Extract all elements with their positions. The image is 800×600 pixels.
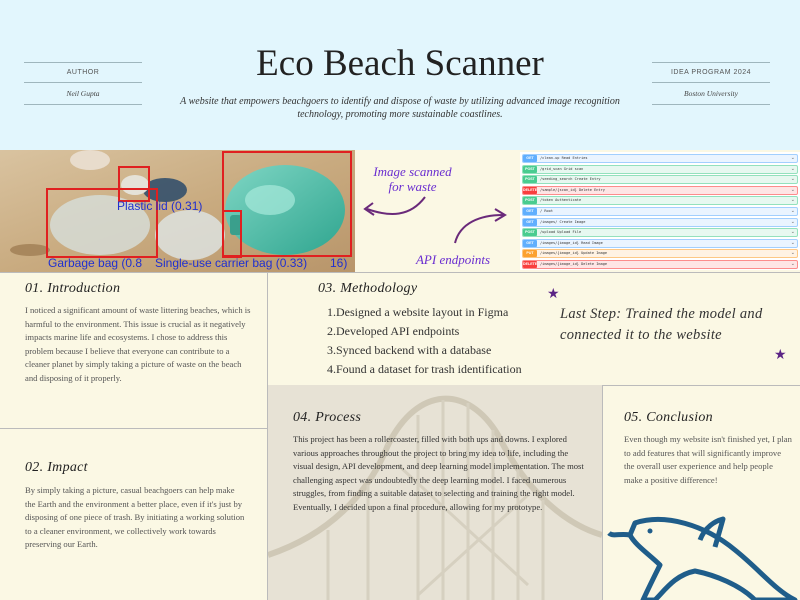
chevron-down-icon[interactable]: ⌄ — [790, 250, 795, 257]
api-endpoint-row[interactable] — [522, 196, 798, 205]
api-endpoint-row[interactable] — [522, 186, 798, 195]
api-path: /clean-up Read Entries — [540, 156, 588, 160]
poster-title: Eco Beach Scanner — [256, 43, 544, 84]
api-endpoint-row[interactable] — [522, 154, 798, 163]
process-title: 04. Process — [293, 410, 362, 425]
divider — [0, 428, 267, 429]
intro-body: I noticed a significant amount of waste littering beaches, which is harmful to the environment. This issue is crucial as it negatively impacts marine life and ecosystems. I chose to address this problem because I believe that everyone can contribute to a cleaner planet by simply taking a picture of waste on the beach and disposing of it properly. — [25, 305, 251, 383]
api-path: /upload Upload File — [540, 230, 582, 235]
chevron-down-icon[interactable]: ⌄ — [790, 186, 795, 193]
chevron-down-icon[interactable]: ⌄ — [790, 239, 795, 246]
chevron-down-icon[interactable]: ⌄ — [790, 208, 795, 214]
dolphin-icon — [605, 505, 800, 600]
api-method-badge: PUT — [523, 250, 537, 257]
list-item: 4.Found a dataset for trash identification — [327, 362, 522, 376]
detection-label-plastic-lid: Plastic lid (0.31) — [117, 199, 203, 213]
detection-box-plastic-lid — [118, 166, 150, 202]
methodology-steps — [327, 303, 522, 379]
api-endpoint-row[interactable] — [522, 218, 798, 227]
api-path: / Root — [540, 209, 553, 213]
api-path: /images/{image_id} Delete Image — [540, 262, 608, 266]
conclusion-body: Even though my website isn't finished yet, I plan to add features that will significantly improve the overall user experience and help people make a positive difference! — [624, 434, 792, 485]
star-icon: ★ — [774, 347, 787, 363]
detection-label-garbage-bag: Garbage bag (0.8 — [48, 256, 143, 270]
note-api-endpoints: API endpoints — [415, 252, 490, 267]
detection-label-overflow: 16) — [330, 256, 348, 270]
api-endpoint-row[interactable] — [522, 260, 798, 269]
api-path: /images/ Create Image — [540, 219, 586, 224]
note-image-scanned: Image scanned for waste — [373, 164, 452, 194]
program-value: Boston University — [684, 89, 738, 98]
process-body: This project has been a rollercoaster, filled with both ups and downs. I explored various approaches throughout the project to bring my idea to life, including the visual design, API development, and deep learning model implementation. The most challenging aspect was undoubtedly the deep learning model. I faced numerous struggles, from finding a suitable dataset to selecting and training the right model. Eventually, I decided upon a final procedure, allowing for my prototype. — [293, 434, 584, 512]
chevron-down-icon[interactable]: ⌄ — [790, 229, 795, 236]
intro-title: 01. Introduction — [25, 281, 121, 296]
poster-header — [0, 0, 800, 150]
list-item: 2.Developed API endpoints — [327, 324, 460, 338]
api-endpoint-row[interactable] — [522, 207, 798, 216]
chevron-down-icon[interactable]: ⌄ — [790, 197, 795, 204]
api-method-badge: GET — [523, 155, 537, 162]
detection-box-small-item — [222, 210, 242, 258]
divider — [602, 385, 603, 600]
api-method-badge: GET — [523, 208, 537, 215]
api-path: /images/{image_id} Update Image — [540, 251, 608, 256]
api-endpoint-row[interactable] — [522, 239, 798, 248]
api-endpoint-row[interactable] — [522, 249, 798, 258]
api-method-badge: DELETE — [523, 187, 538, 192]
api-path: /sample/{scan_id} Delete Entry — [540, 187, 605, 192]
api-method-badge: DELETE — [523, 262, 538, 266]
program-label: IDEA PROGRAM 2024 — [670, 69, 752, 76]
api-method-badge: POST — [523, 176, 537, 183]
api-method-badge: POST — [523, 166, 537, 173]
star-icon: ★ — [547, 286, 560, 302]
api-path: /images/{image_id} Read Image — [540, 240, 603, 245]
api-path: /seeding_search Create Entry — [540, 177, 601, 182]
last-step-note: Last Step: Trained the model and connected it to the website — [560, 306, 763, 343]
poster-subtitle: A website that empowers beachgoers to identify and dispose of waste by utilizing advanced image recognition technology, promoting more sustainable coastlines. — [180, 96, 620, 120]
api-endpoint-row[interactable] — [522, 165, 798, 174]
api-endpoint-row[interactable] — [522, 228, 798, 237]
api-endpoints-screenshot — [520, 152, 800, 270]
api-path: /grid_scan Grid scan — [540, 166, 584, 171]
chevron-down-icon[interactable]: ⌄ — [790, 261, 795, 267]
impact-title: 02. Impact — [25, 460, 88, 475]
methodology-title: 03. Methodology — [318, 281, 418, 296]
chevron-down-icon[interactable]: ⌄ — [790, 176, 795, 183]
chevron-down-icon[interactable]: ⌄ — [790, 155, 795, 161]
divider — [0, 272, 800, 273]
annotation-arrows — [355, 185, 520, 255]
api-method-badge: POST — [523, 229, 537, 236]
chevron-down-icon[interactable]: ⌄ — [790, 218, 795, 225]
impact-body: By simply taking a picture, casual beachgoers can help make the Earth and the environment a better place, even if it's just by disposing of one piece of trash. By initiating a working solution to a cleaner environment, we collectively work towards preserving our Earth. — [25, 485, 245, 549]
list-item: 3.Synced backend with a database — [327, 343, 492, 357]
list-item: 1.Designed a website layout in Figma — [327, 305, 509, 319]
api-method-badge: POST — [523, 197, 537, 204]
api-method-badge: GET — [523, 219, 537, 226]
program-box — [652, 62, 770, 105]
author-name: Neil Gupta — [66, 89, 100, 98]
author-box — [24, 62, 142, 105]
detection-label-carrier-bag: Single-use carrier bag (0.33) — [155, 256, 308, 270]
chevron-down-icon[interactable]: ⌄ — [790, 165, 795, 172]
beach-waste-photo — [0, 150, 355, 272]
api-method-badge: GET — [523, 240, 537, 247]
api-endpoint-row[interactable] — [522, 175, 798, 184]
conclusion-title: 05. Conclusion — [624, 410, 713, 425]
api-path: /token Authenticate — [540, 198, 582, 203]
author-label: AUTHOR — [66, 69, 100, 76]
